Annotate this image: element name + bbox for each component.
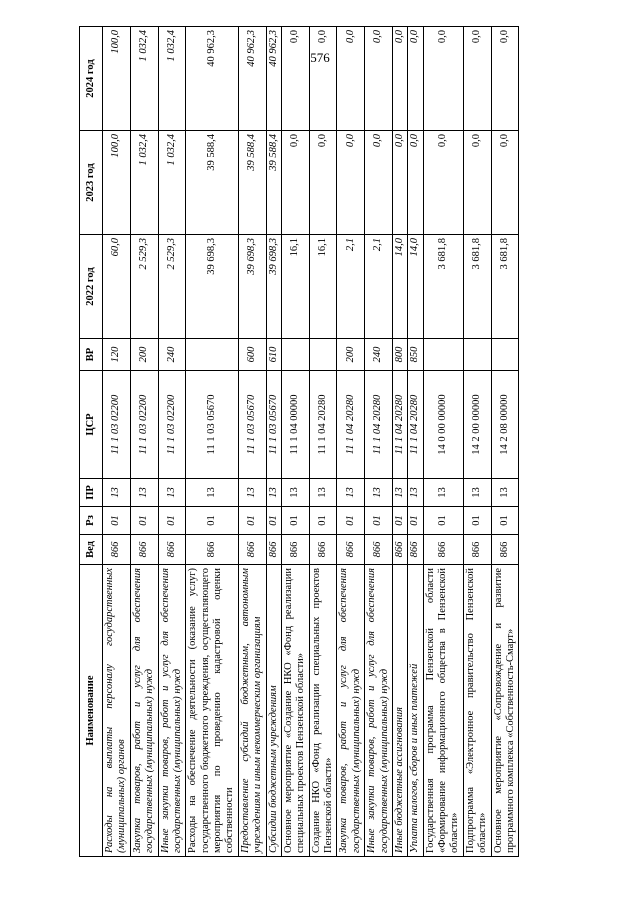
cell-2022: 16,1 [309, 235, 337, 339]
cell-2024: 1 032,4 [130, 27, 158, 131]
cell-rz: 01 [463, 507, 491, 535]
cell-2024: 40 962,3 [186, 27, 239, 131]
cell-vr: 600 [238, 339, 266, 371]
cell-2022: 3 681,8 [491, 235, 519, 339]
cell-rz: 01 [238, 507, 266, 535]
cell-ved: 866 [309, 535, 337, 565]
cell-2022: 2 529,3 [130, 235, 158, 339]
cell-csr: 11 1 03 05670 [186, 371, 239, 479]
cell-name: Предоставление субсидий бюджетным, автономным учреждениям и иным некоммерческим организациям [238, 565, 266, 857]
cell-name: Подпрограмма «Электронное правительство Пензенской области» [463, 565, 491, 857]
cell-pr: 13 [491, 479, 519, 507]
cell-vr [309, 339, 337, 371]
cell-2023: 0,0 [463, 131, 491, 235]
header-pr: ПР [80, 479, 103, 507]
cell-ved: 866 [491, 535, 519, 565]
table-row [365, 27, 393, 857]
cell-csr: 11 1 04 20280 [365, 371, 393, 479]
cell-rz: 01 [491, 507, 519, 535]
cell-name: Иные бюджетные ассигнования [392, 565, 407, 857]
table-row [423, 27, 463, 857]
cell-2023: 0,0 [491, 131, 519, 235]
cell-2022: 3 681,8 [463, 235, 491, 339]
cell-pr: 13 [186, 479, 239, 507]
cell-2024: 0,0 [337, 27, 365, 131]
cell-rz: 01 [130, 507, 158, 535]
cell-csr: 14 0 00 00000 [423, 371, 463, 479]
cell-2024: 0,0 [463, 27, 491, 131]
cell-csr: 11 1 04 20280 [392, 371, 407, 479]
cell-ved: 866 [392, 535, 407, 565]
cell-pr: 13 [408, 479, 423, 507]
header-2022: 2022 год [80, 235, 103, 339]
cell-ved: 866 [103, 535, 131, 565]
table-row [337, 27, 365, 857]
cell-rz: 01 [103, 507, 131, 535]
cell-csr: 11 1 04 20280 [408, 371, 423, 479]
cell-2023: 39 588,4 [186, 131, 239, 235]
cell-pr: 13 [337, 479, 365, 507]
cell-rz: 01 [337, 507, 365, 535]
cell-name: Государственная программа Пензенской области «Формирование информационного общества в Пензенской области» [423, 565, 463, 857]
cell-pr: 13 [423, 479, 463, 507]
cell-2023: 0,0 [365, 131, 393, 235]
cell-pr: 13 [392, 479, 407, 507]
cell-ved: 866 [186, 535, 239, 565]
cell-name: Закупка товаров, работ и услуг для обеспечения государственных (муниципальных) нужд [337, 565, 365, 857]
cell-2023: 1 032,4 [130, 131, 158, 235]
cell-pr: 13 [238, 479, 266, 507]
cell-csr: 11 1 03 05670 [266, 371, 281, 479]
header-2023: 2023 год [80, 131, 103, 235]
cell-rz: 01 [392, 507, 407, 535]
cell-pr: 13 [158, 479, 186, 507]
cell-2022: 16,1 [281, 235, 309, 339]
table-row [266, 27, 281, 857]
table-row [392, 27, 407, 857]
table-body [103, 27, 519, 857]
cell-rz: 01 [281, 507, 309, 535]
cell-pr: 13 [103, 479, 131, 507]
cell-2022: 39 698,3 [266, 235, 281, 339]
table-row [130, 27, 158, 857]
header-2024: 2024 год [80, 27, 103, 131]
header-rz: Рз [80, 507, 103, 535]
cell-2022: 60,0 [103, 235, 131, 339]
cell-ved: 866 [130, 535, 158, 565]
cell-vr [423, 339, 463, 371]
cell-2022: 2 529,3 [158, 235, 186, 339]
table-row [463, 27, 491, 857]
cell-name: Уплата налогов, сборов и иных платежей [408, 565, 423, 857]
cell-vr: 610 [266, 339, 281, 371]
cell-2023: 0,0 [423, 131, 463, 235]
header-name: Наименование [80, 565, 103, 857]
table-row [491, 27, 519, 857]
cell-csr: 11 1 03 02200 [130, 371, 158, 479]
cell-2024: 0,0 [281, 27, 309, 131]
cell-vr: 850 [408, 339, 423, 371]
header-ved: Вед [80, 535, 103, 565]
cell-csr: 14 2 08 00000 [491, 371, 519, 479]
cell-ved: 866 [158, 535, 186, 565]
cell-2022: 39 698,3 [186, 235, 239, 339]
cell-csr: 11 1 04 20280 [309, 371, 337, 479]
table-header-row [80, 27, 103, 857]
cell-2023: 100,0 [103, 131, 131, 235]
cell-csr: 11 1 03 05670 [238, 371, 266, 479]
budget-table-rotated [79, 27, 640, 857]
cell-2023: 0,0 [392, 131, 407, 235]
cell-vr: 240 [365, 339, 393, 371]
table-row [309, 27, 337, 857]
cell-csr: 11 1 04 00000 [281, 371, 309, 479]
cell-vr: 200 [130, 339, 158, 371]
cell-2024: 0,0 [392, 27, 407, 131]
cell-ved: 866 [266, 535, 281, 565]
table-row [103, 27, 131, 857]
cell-rz: 01 [158, 507, 186, 535]
cell-2024: 0,0 [423, 27, 463, 131]
cell-vr [281, 339, 309, 371]
cell-2024: 40 962,3 [266, 27, 281, 131]
cell-ved: 866 [423, 535, 463, 565]
cell-rz: 01 [423, 507, 463, 535]
cell-2024: 0,0 [408, 27, 423, 131]
cell-vr: 240 [158, 339, 186, 371]
cell-rz: 01 [408, 507, 423, 535]
cell-2024: 0,0 [491, 27, 519, 131]
cell-pr: 13 [309, 479, 337, 507]
cell-pr: 13 [130, 479, 158, 507]
cell-vr: 800 [392, 339, 407, 371]
cell-csr: 11 1 03 02200 [158, 371, 186, 479]
cell-name: Иные закупки товаров, работ и услуг для обеспечения государственных (муниципальных) нужд [365, 565, 393, 857]
cell-2022: 39 698,3 [238, 235, 266, 339]
cell-name: Основное мероприятие «Сопровождение и развитие программного комплекса «Собственность-Смарт» [491, 565, 519, 857]
cell-2023: 0,0 [408, 131, 423, 235]
cell-ved: 866 [238, 535, 266, 565]
cell-vr [491, 339, 519, 371]
cell-2024: 0,0 [365, 27, 393, 131]
table-row [238, 27, 266, 857]
cell-2022: 14,0 [392, 235, 407, 339]
cell-name: Субсидии бюджетным учреждениям [266, 565, 281, 857]
cell-vr [463, 339, 491, 371]
cell-2024: 1 032,4 [158, 27, 186, 131]
cell-csr: 11 1 03 02200 [103, 371, 131, 479]
cell-ved: 866 [408, 535, 423, 565]
cell-csr: 11 1 04 20280 [337, 371, 365, 479]
cell-name: Основное мероприятие «Создание НКО «Фонд реализации специальных проектов Пензенской области» [281, 565, 309, 857]
cell-2023: 0,0 [337, 131, 365, 235]
cell-2024: 40 962,3 [238, 27, 266, 131]
cell-pr: 13 [463, 479, 491, 507]
cell-2023: 39 588,4 [238, 131, 266, 235]
table-row [281, 27, 309, 857]
header-csr: ЦСР [80, 371, 103, 479]
cell-pr: 13 [281, 479, 309, 507]
cell-vr: 120 [103, 339, 131, 371]
cell-name: Иные закупки товаров, работ и услуг для обеспечения государственных (муниципальных) нужд [158, 565, 186, 857]
cell-2024: 0,0 [309, 27, 337, 131]
table-row [186, 27, 239, 857]
cell-ved: 866 [463, 535, 491, 565]
cell-2023: 1 032,4 [158, 131, 186, 235]
cell-ved: 866 [337, 535, 365, 565]
cell-name: Создание НКО «Фонд реализации специальных проектов Пензенской области» [309, 565, 337, 857]
table-row [408, 27, 423, 857]
budget-table [79, 26, 519, 857]
cell-2023: 0,0 [309, 131, 337, 235]
cell-ved: 866 [281, 535, 309, 565]
cell-vr: 200 [337, 339, 365, 371]
cell-name: Расходы на обеспечение деятельности (оказание услуг) государственного бюджетного учреждения, осуществляющего мероприятия по проведению кадастровой оценки собственности [186, 565, 239, 857]
cell-2022: 3 681,8 [423, 235, 463, 339]
cell-rz: 01 [309, 507, 337, 535]
cell-csr: 14 2 00 00000 [463, 371, 491, 479]
header-vr: ВР [80, 339, 103, 371]
page-number: 576 [310, 50, 330, 65]
cell-rz: 01 [365, 507, 393, 535]
cell-2023: 0,0 [281, 131, 309, 235]
table-row [158, 27, 186, 857]
cell-rz: 01 [266, 507, 281, 535]
cell-vr [186, 339, 239, 371]
cell-name: Закупка товаров, работ и услуг для обеспечения государственных (муниципальных) нужд [130, 565, 158, 857]
cell-pr: 13 [266, 479, 281, 507]
cell-rz: 01 [186, 507, 239, 535]
cell-2022: 2,1 [337, 235, 365, 339]
cell-2022: 2,1 [365, 235, 393, 339]
cell-name: Расходы на выплаты персоналу государственных (муниципальных) органов [103, 565, 131, 857]
cell-pr: 13 [365, 479, 393, 507]
cell-ved: 866 [365, 535, 393, 565]
cell-2024: 100,0 [103, 27, 131, 131]
cell-2022: 14,0 [408, 235, 423, 339]
cell-2023: 39 588,4 [266, 131, 281, 235]
